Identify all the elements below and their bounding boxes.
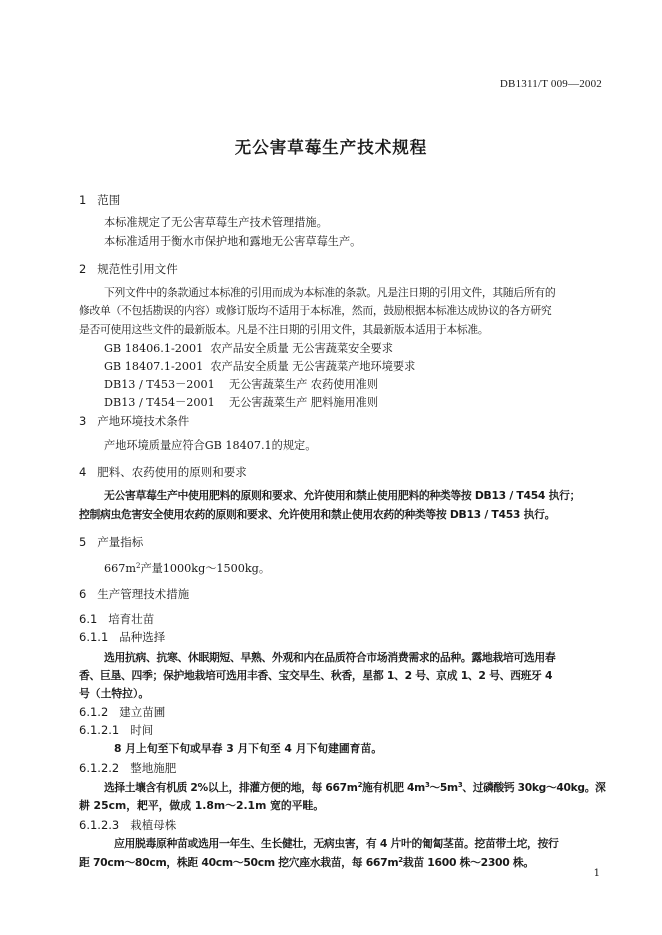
subsection-title: 栽植母株 bbox=[130, 818, 177, 832]
subsection-number: 6.1.2 bbox=[79, 705, 109, 719]
page-number: 1 bbox=[593, 868, 600, 879]
subsection-6-1-2-1-heading bbox=[79, 722, 153, 738]
subsection-title: 品种选择 bbox=[119, 630, 166, 644]
paragraph-line: 选用抗病、抗寒、休眠期短、早熟、外观和内在品质符合市场消费需求的品种。露地栽培可选用春 bbox=[104, 651, 556, 664]
reference-item bbox=[104, 394, 378, 410]
subsection-title: 时间 bbox=[130, 723, 154, 737]
subsection-number: 6.1.1 bbox=[79, 630, 109, 644]
reference-name: 无公害蔬菜生产 肥料施用准则 bbox=[229, 396, 379, 409]
yield-value: 产量1000kg～1500kg。 bbox=[140, 562, 271, 575]
text-run: 施有机肥 4m bbox=[362, 781, 425, 794]
superscript: 3 bbox=[457, 781, 463, 789]
paragraph-line: 8 月上旬至下旬或早春 3 月下旬至 4 月下旬建圃育苗。 bbox=[114, 742, 383, 755]
subsection-title: 整地施肥 bbox=[130, 761, 177, 775]
subsection-number: 6.1 bbox=[79, 612, 98, 626]
reference-name: 农产品安全质量 无公害蔬菜安全要求 bbox=[210, 342, 393, 355]
subsection-title: 建立苗圃 bbox=[119, 705, 166, 719]
section-number: 5 bbox=[79, 535, 87, 549]
paragraph-line bbox=[104, 780, 606, 795]
subsection-6-1-2-3-heading bbox=[79, 817, 176, 833]
superscript: 3 bbox=[424, 781, 430, 789]
document-code: DB1311/T 009—2002 bbox=[499, 78, 602, 90]
subsection-title: 培育壮苗 bbox=[108, 612, 155, 626]
reference-item bbox=[104, 358, 415, 374]
section-5-heading bbox=[79, 534, 143, 550]
reference-code: GB 18406.1-2001 bbox=[104, 342, 204, 355]
section-4-heading bbox=[79, 464, 247, 480]
reference-item bbox=[104, 340, 393, 356]
superscript: 2 bbox=[135, 562, 141, 570]
section-number: 2 bbox=[79, 262, 87, 276]
document-title: 无公害草莓生产技术规程 bbox=[234, 138, 428, 157]
text-run: 、过磷酸钙 30kg～40kg。深 bbox=[462, 781, 606, 794]
text-run: ～5m bbox=[429, 781, 458, 794]
reference-code: DB13 / T453－2001 bbox=[104, 378, 215, 391]
section-title: 范围 bbox=[97, 193, 121, 207]
paragraph-line: 无公害草莓生产中使用肥料的原则和要求、允许使用和禁止使用肥料的种类等按 DB13 / T454 执行； bbox=[104, 489, 581, 502]
subsection-6-1-1-heading bbox=[79, 629, 165, 645]
subsection-number: 6.1.2.1 bbox=[79, 723, 120, 737]
section-title: 肥料、农药使用的原则和要求 bbox=[97, 465, 247, 479]
section-title: 规范性引用文件 bbox=[97, 262, 178, 276]
reference-code: DB13 / T454－2001 bbox=[104, 396, 215, 409]
section-number: 4 bbox=[79, 465, 87, 479]
subsection-number: 6.1.2.2 bbox=[79, 761, 120, 775]
subsection-6-1-heading bbox=[79, 611, 154, 627]
reference-item bbox=[104, 376, 378, 392]
paragraph-line: 下列文件中的条款通过本标准的引用而成为本标准的条款。凡是注日期的引用文件，其随后所有的 bbox=[104, 286, 556, 299]
reference-name: 农产品安全质量 无公害蔬菜产地环境要求 bbox=[210, 360, 416, 373]
section-number: 1 bbox=[79, 193, 87, 207]
text-run: 距 70cm～80cm，株距 40cm～50cm 挖穴座水栽苗，每 667m bbox=[79, 856, 399, 869]
text-run: 选择土壤含有机质 2%以上，排灌方便的地，每 667m bbox=[104, 781, 358, 794]
section-2-heading bbox=[79, 261, 178, 277]
paragraph-line: 耕 25cm，耙平，做成 1.8m～2.1m 宽的平畦。 bbox=[79, 799, 325, 812]
section-3-heading bbox=[79, 413, 189, 429]
paragraph-line: 修改单（不包括勘误的内容）或修订版均不适用于本标准，然而，鼓励根据本标准达成协议的各方研究 bbox=[79, 304, 552, 317]
paragraph-line: 是否可使用这些文件的最新版本。凡是不注日期的引用文件，其最新版本适用于本标准。 bbox=[79, 323, 489, 336]
paragraph-line: 产地环境质量应符合GB 18407.1的规定。 bbox=[104, 439, 317, 452]
reference-name: 无公害蔬菜生产 农药使用准则 bbox=[229, 378, 379, 391]
paragraph-line: 控制病虫危害安全使用农药的原则和要求、允许使用和禁止使用农药的种类等按 DB13 / T453 执行。 bbox=[79, 508, 556, 521]
paragraph-line: 号（土特拉）。 bbox=[79, 687, 150, 700]
yield-area: 667m bbox=[104, 562, 136, 575]
paragraph-line: 应用脱毒原种苗或选用一年生、生长健壮，无病虫害，有 4 片叶的匍匐茎苗。挖苗带土坨，按行 bbox=[114, 837, 559, 850]
section-1-heading bbox=[79, 192, 120, 208]
subsection-6-1-2-heading bbox=[79, 704, 165, 720]
section-title: 产地环境技术条件 bbox=[97, 414, 190, 428]
paragraph-line: 香、巨垦、四季；保护地栽培可选用丰香、宝交早生、秋香，星都 1、2 号、京成 1、2 号、西班牙 4 bbox=[79, 669, 553, 682]
paragraph-line bbox=[79, 855, 534, 870]
section-6-heading bbox=[79, 586, 189, 602]
section-number: 3 bbox=[79, 414, 87, 428]
subsection-6-1-2-2-heading bbox=[79, 760, 176, 776]
text-run: 栽苗 1600 株～2300 株。 bbox=[402, 856, 534, 869]
paragraph-line: 本标准规定了无公害草莓生产技术管理措施。 bbox=[104, 216, 328, 229]
section-title: 生产管理技术措施 bbox=[97, 587, 190, 601]
section-title: 产量指标 bbox=[97, 535, 144, 549]
superscript: 2 bbox=[398, 856, 403, 864]
superscript: 2 bbox=[357, 781, 363, 789]
subsection-number: 6.1.2.3 bbox=[79, 818, 120, 832]
reference-code: GB 18407.1-2001 bbox=[104, 360, 204, 373]
paragraph-line: 本标准适用于衡水市保护地和露地无公害草莓生产。 bbox=[104, 235, 362, 248]
yield-line bbox=[104, 560, 270, 576]
section-number: 6 bbox=[79, 587, 87, 601]
